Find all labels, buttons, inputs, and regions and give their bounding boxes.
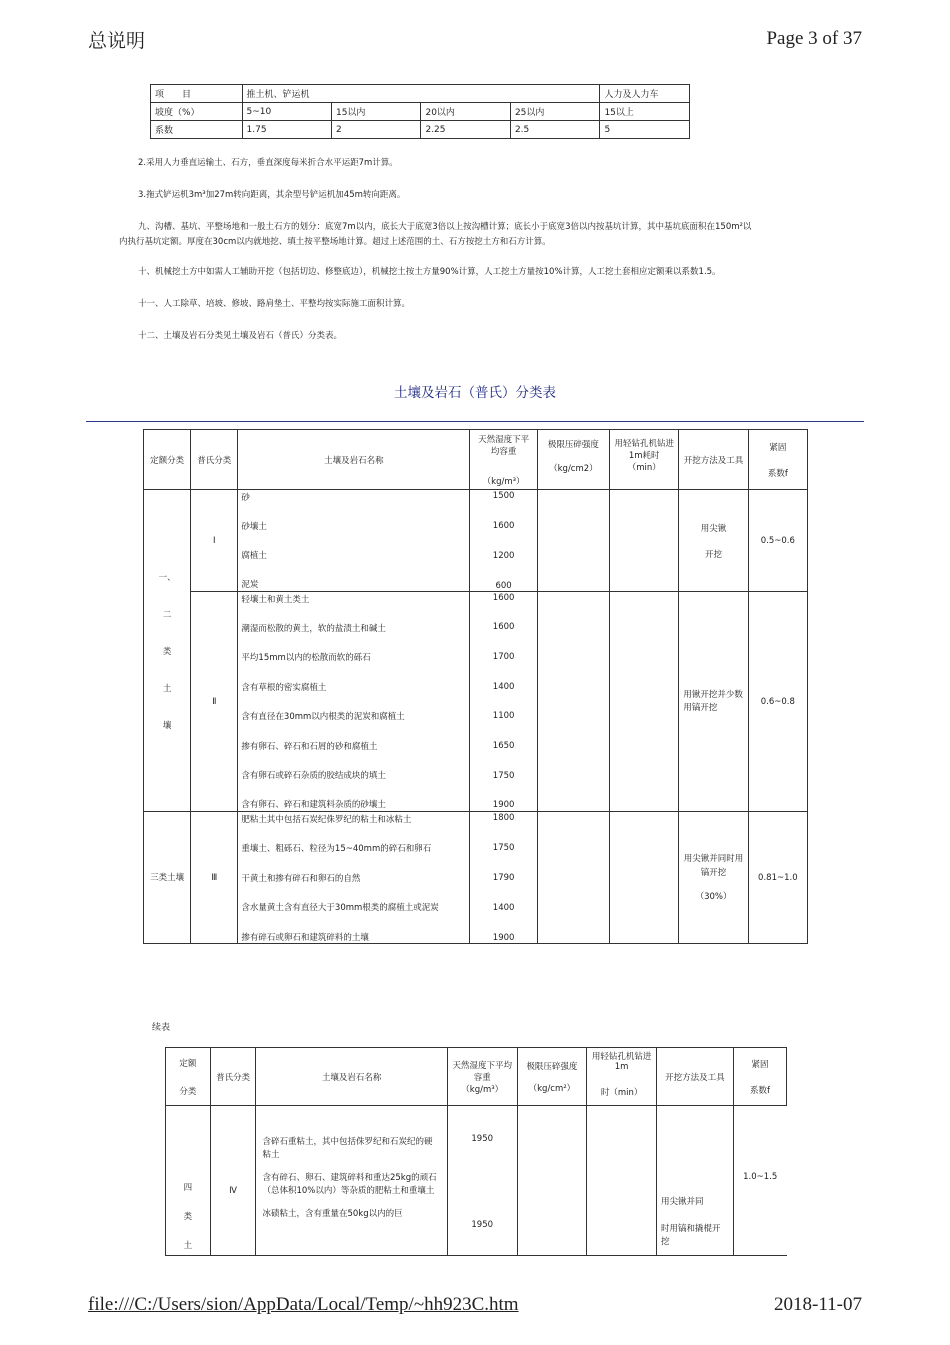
density-value: 1900 [492, 800, 515, 811]
paragraph: 九、沟槽、基坑、平整场地和一般土石方的划分：底宽7m以内，底长大于底宽3倍以上按沟槽计算；底长小于底宽3倍以内按基坑计算，其中基坑底面积在150m²以 [138, 222, 752, 232]
soil-name: 轻壤土和黄土类土 [241, 594, 310, 605]
paragraph: 十、机械挖土方中如需人工辅助开挖（包括切边、修整底边），机械挖土按土方量90%计算，人工挖土方量按10%计算，人工挖土套相应定额乘以系数1.5。 [138, 267, 721, 277]
table-title: 土壤及岩石（普氏）分类表 [394, 385, 556, 401]
table-cell [587, 1106, 657, 1256]
header-density: 天然湿度下平均容重 [452, 1060, 512, 1083]
table-cell [610, 812, 679, 944]
method-text: 用尖锹 [700, 523, 727, 534]
soil-name: 含碎石重粘土，其中包括侏罗纪和石炭纪的硬粘土 [262, 1137, 433, 1160]
table-cell: 项 目 [151, 85, 243, 103]
soil-name: 干黄土和掺有碎石和卵石的自然 [241, 873, 361, 884]
table-cell: 20以内 [421, 103, 510, 121]
continued-label: 续表 [152, 1023, 171, 1033]
density-value: 1400 [492, 681, 515, 692]
header-drill-unit: （min） [627, 463, 661, 473]
header-strength: 极限压碎强度 [547, 440, 599, 450]
soil-name: 含有草根的密实腐植土 [241, 682, 327, 693]
density-value: 1500 [492, 490, 515, 501]
pu-class: Ⅰ [191, 490, 238, 592]
table-header-row [144, 430, 808, 490]
density-value: 1950 [471, 1220, 494, 1230]
header-pu: 普氏分类 [210, 1048, 256, 1106]
soil-name: 冰碛粘土，含有重量在50kg以内的巨 [262, 1209, 403, 1219]
header-hardness: 紧固 [751, 1059, 769, 1070]
divider [86, 421, 864, 422]
hardness-value: 1.0~1.5 [733, 1106, 786, 1256]
header-strength-unit: （kg/cm2） [549, 464, 598, 474]
table-cell: 15以上 [600, 103, 690, 121]
soil-name: 含有卵石、碎石和建筑料杂质的砂壤土 [241, 800, 386, 811]
header-quota: 定额分类 [144, 430, 191, 490]
header-density: 天然湿度下平均容重 [478, 435, 530, 457]
table-cell: 推土机、铲运机 [242, 85, 600, 103]
header-method: 开挖方法及工具 [679, 430, 748, 490]
soil-name: 平均15mm以内的松散而软的砾石 [241, 653, 371, 664]
soil-name: 含有卵石或碎石杂质的胶结成块的填土 [241, 771, 386, 782]
soil-name: 掺有卵石、碎石和石屑的砂和腐植土 [241, 741, 378, 752]
table-cell [517, 1106, 587, 1256]
method-text: （30%） [695, 891, 732, 902]
method-text: 用锹开挖并少数用镐开挖 [679, 592, 748, 812]
header-density-unit: （kg/m³） [461, 1084, 504, 1095]
soil-name: 肥粘土其中包括石炭纪侏罗纪的粘土和冰粘土 [241, 814, 412, 825]
header-name: 土壤及岩石名称 [238, 430, 470, 490]
header-hardness-unit: 系数f [749, 1085, 770, 1096]
paragraph: 十一、人工除草、培坡、修坡、路肩垫土、平整均按实际施工面积计算。 [138, 299, 411, 309]
density-value: 1400 [492, 902, 515, 913]
method-text: 用尖锹并同 [660, 1197, 704, 1207]
table-cell: 5~10 [242, 103, 331, 121]
soil-name: 砂壤土 [241, 521, 267, 532]
method-text: 时用镐和撬棍开挖 [660, 1224, 721, 1247]
table-row [144, 592, 808, 812]
table-cell: 25以内 [510, 103, 599, 121]
table-cell [537, 490, 609, 592]
density-value: 1600 [492, 622, 515, 633]
table-cell [537, 812, 609, 944]
density-value: 1650 [492, 741, 515, 752]
table-cell: 1.75 [242, 121, 331, 139]
soil-name: 重壤土、粗砾石、粒径为15~40mm的碎石和卵石 [241, 844, 432, 854]
quota-text: 四 [183, 1183, 193, 1193]
table-cell: 坡度（%） [151, 103, 243, 121]
quota-text: 土 [162, 683, 172, 694]
table-cell: 人力及人力车 [600, 85, 690, 103]
header-quota: 分类 [179, 1086, 197, 1097]
paragraph: 3.拖式铲运机3m³加27m转向距离，其余型号铲运机加45m转向距离。 [138, 190, 406, 200]
header-hardness: 紧固 [769, 442, 787, 453]
table-cell [537, 592, 609, 812]
table-cell: 5 [600, 121, 690, 139]
method-text: 开挖 [705, 549, 723, 560]
paragraph: 十二、土壤及岩石分类见土壤及岩石（普氏）分类表。 [138, 331, 343, 341]
header-drill: 用轻钻孔机钻进1m [591, 1052, 652, 1072]
soil-name: 掺有碎石或卵石和建筑碎料的土壤 [241, 932, 369, 943]
paragraph: 内执行基坑定额。厚度在30cm以内就地挖、填土按平整场地计算。超过上述范围的土、石方按挖土方和石方计算。 [119, 237, 551, 247]
density-value: 1600 [492, 520, 515, 531]
density-value: 1100 [492, 711, 515, 722]
paragraph: 2.采用人力垂直运输土、石方，垂直深度每米折合水平运距7m计算。 [138, 158, 398, 168]
page-number: Page 3 of 37 [766, 28, 862, 49]
header-drill: 用轻钻孔机钻进1m耗时 [614, 439, 674, 461]
soil-name: 砂 [241, 492, 250, 503]
table-cell: 系数 [151, 121, 243, 139]
soil-name: 潮湿而松散的黄土，软的盐渍土和碱土 [241, 623, 386, 634]
soil-classification-table [143, 429, 808, 944]
quota-text: 壤 [162, 720, 172, 731]
file-path-link[interactable]: file:///C:/Users/sion/AppData/Local/Temp/~hh923C.htm [88, 1294, 519, 1315]
header-density-unit: （kg/m³） [482, 477, 525, 487]
table-cell [610, 592, 679, 812]
density-value: 1750 [492, 842, 515, 853]
method-text: 用尖锹并同时用镐开挖 [683, 853, 744, 878]
slope-coefficient-table [150, 84, 690, 139]
density-value: 1200 [492, 550, 515, 561]
density-value: 600 [495, 580, 512, 591]
density-value: 1600 [492, 592, 515, 603]
table-row [151, 103, 690, 121]
table-row [166, 1106, 787, 1256]
table-row [151, 121, 690, 139]
soil-name: 含水量黄土含有直径大于30mm根类的腐植土或泥炭 [241, 903, 439, 913]
density-value: 1900 [492, 932, 515, 943]
table-cell [610, 490, 679, 592]
hardness-value: 0.6~0.8 [748, 592, 807, 812]
header-name: 土壤及岩石名称 [256, 1048, 447, 1106]
header-strength: 极限压碎强度 [526, 1061, 578, 1072]
quota-text: 类 [162, 646, 172, 657]
header-pu: 普氏分类 [191, 430, 238, 490]
header-drill-unit: 时（min） [600, 1088, 643, 1098]
header-method: 开挖方法及工具 [656, 1048, 733, 1106]
soil-classification-table-continued [165, 1047, 787, 1256]
header-hardness-unit: 系数f [767, 468, 788, 479]
footer-date: 2018-11-07 [774, 1294, 862, 1315]
table-cell: 2.25 [421, 121, 510, 139]
density-value: 1700 [492, 651, 515, 662]
soil-name: 泥炭 [241, 580, 259, 591]
table-header-row [166, 1048, 787, 1106]
quota-text: 土 [183, 1241, 193, 1251]
pu-class: Ⅳ [210, 1106, 256, 1256]
density-value: 1800 [492, 812, 515, 823]
hardness-value: 0.5~0.6 [748, 490, 807, 592]
quota-text: 一、 [158, 572, 176, 583]
table-row [144, 490, 808, 592]
density-value: 1950 [471, 1134, 494, 1144]
hardness-value: 0.81~1.0 [748, 812, 807, 944]
soil-name: 含有直径在30mm以内根类的泥炭和腐植土 [241, 712, 405, 723]
pu-class: Ⅱ [191, 592, 238, 812]
table-row [144, 812, 808, 944]
pu-class: Ⅲ [191, 812, 238, 944]
quota-text: 类 [183, 1212, 193, 1222]
table-cell: 2.5 [510, 121, 599, 139]
quota-text: 二 [162, 609, 172, 620]
page-header-title: 总说明 [88, 31, 146, 52]
density-value: 1790 [492, 872, 515, 883]
table-cell: 2 [331, 121, 420, 139]
table-row [151, 85, 690, 103]
soil-name: 含有碎石、卵石、建筑碎料和重达25kg的顽石（总体积10%以内）等杂质的肥粘土和重壤土 [262, 1173, 437, 1196]
quota-class: 三类土壤 [144, 812, 191, 944]
header-quota: 定额 [179, 1058, 197, 1069]
header-strength-unit: （kg/cm²） [528, 1083, 576, 1094]
table-cell: 15以内 [331, 103, 420, 121]
density-value: 1750 [492, 770, 515, 781]
soil-name: 腐植土 [241, 551, 267, 562]
